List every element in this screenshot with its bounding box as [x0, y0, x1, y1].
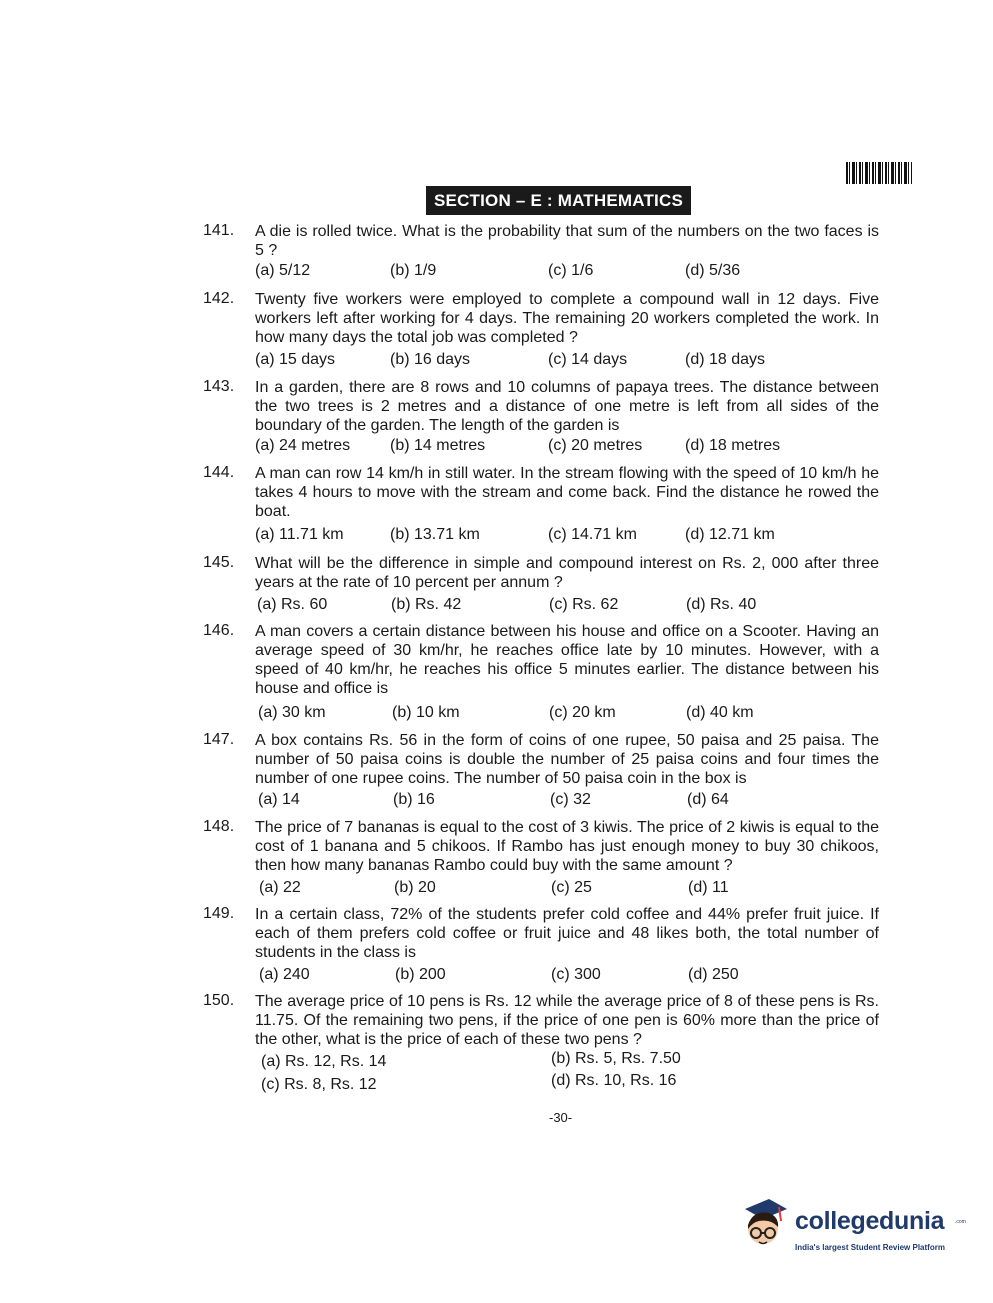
option-d: (d) 64	[687, 791, 729, 808]
option-b: (b) 10 km	[392, 704, 460, 721]
question-number: 142.	[203, 290, 235, 307]
option-b: (b) 20	[394, 879, 436, 896]
option-b: (b) Rs. 42	[391, 596, 462, 613]
section-title: SECTION – E : MATHEMATICS	[426, 186, 691, 215]
option-d: (d) 250	[688, 966, 739, 983]
question-number: 143.	[203, 378, 235, 395]
option-a: (a) 22	[259, 879, 301, 896]
option-d: (d) 18 metres	[685, 437, 781, 454]
option-d: (d) 40 km	[686, 704, 754, 721]
option-b: (b) Rs. 5, Rs. 7.50	[551, 1050, 681, 1067]
option-b: (b) 1/9	[390, 262, 437, 279]
option-d: (d) Rs. 40	[686, 596, 757, 613]
question-number: 147.	[203, 731, 235, 748]
question-number: 144.	[203, 464, 235, 481]
logo-domain: .com	[955, 1219, 966, 1225]
option-a: (a) 5/12	[255, 262, 311, 279]
question-text: A die is rolled twice. What is the probability that sum of the numbers on the two faces is 5 ?	[255, 223, 879, 259]
option-a: (a) 30 km	[258, 704, 326, 721]
option-a: (a) 240	[259, 966, 310, 983]
question-text: The average price of 10 pens is Rs. 12 while the average price of 8 of these pens is Rs. 11.75. Of the remaining two pens, if the price of one pen is 60% more than the price of the other, what is the price of each of these two pens ?	[255, 993, 879, 1048]
option-c: (c) 1/6	[548, 262, 594, 279]
option-b: (b) 200	[395, 966, 446, 983]
option-c: (c) 20 km	[549, 704, 616, 721]
question-number: 145.	[203, 554, 235, 571]
question-text: A man covers a certain distance between his house and office on a Scooter. Having an average speed of 30 km/hr, he reaches office late by 10 minutes. However, with a speed of 40 km/hr, he reaches his office 5 minutes earlier. The distance between his house and office is	[255, 623, 879, 697]
option-a: (a) 24 metres	[255, 437, 351, 454]
option-a: (a) 15 days	[255, 351, 336, 368]
option-a: (a) 11.71 km	[255, 526, 344, 543]
logo-tagline: India's largest Student Review Platform	[795, 1243, 945, 1252]
question-text: A man can row 14 km/h in still water. In the stream flowing with the speed of 10 km/h he takes 4 hours to move with the stream and come back. Find the distance he rowed the boat.	[255, 465, 879, 520]
option-c: (c) Rs. 8, Rs. 12	[261, 1076, 377, 1093]
option-b: (b) 16 days	[390, 351, 471, 368]
option-c: (c) 14.71 km	[548, 526, 637, 543]
option-b: (b) 13.71 km	[390, 526, 480, 543]
question-text: What will be the difference in simple and compound interest on Rs. 2, 000 after three years at the rate of 10 percent per annum ?	[255, 555, 879, 591]
mascot-icon	[735, 1195, 793, 1255]
option-b: (b) 16	[393, 791, 435, 808]
option-c: (c) 300	[551, 966, 601, 983]
option-c: (c) Rs. 62	[549, 596, 619, 613]
question-text: In a certain class, 72% of the students prefer cold coffee and 44% prefer fruit juice. If each of them prefers cold coffee or fruit juice and 48 likes both, the total number of students in the class is	[255, 906, 879, 961]
option-c: (c) 25	[551, 879, 592, 896]
option-d: (d) 11	[688, 879, 729, 896]
option-b: (b) 14 metres	[390, 437, 486, 454]
question-number: 141.	[203, 222, 235, 239]
collegedunia-logo	[735, 1195, 965, 1265]
question-number: 149.	[203, 905, 235, 922]
question-number: 146.	[203, 622, 235, 639]
option-c: (c) 32	[550, 791, 591, 808]
question-text: The price of 7 bananas is equal to the cost of 3 kiwis. The price of 2 kiwis is equal to the cost of 1 banana and 5 chikoos. If Rambo has just enough money to buy 30 chikoos, then how many bananas Rambo could buy with the same amount ?	[255, 819, 879, 874]
option-d: (d) 12.71 km	[685, 526, 775, 543]
question-number: 148.	[203, 818, 235, 835]
option-a: (a) 14	[258, 791, 300, 808]
option-c: (c) 20 metres	[548, 437, 643, 454]
barcode	[846, 162, 912, 184]
option-a: (a) Rs. 12, Rs. 14	[261, 1053, 387, 1070]
question-text: Twenty five workers were employed to complete a compound wall in 12 days. Five workers left after working for 4 days. The remaining 20 workers completed the work. In how many days the total job was completed ?	[255, 291, 879, 346]
option-d: (d) 18 days	[685, 351, 766, 368]
question-text: A box contains Rs. 56 in the form of coins of one rupee, 50 paisa and 25 paisa. The number of 50 paisa coins is double the number of 25 paisa coins and four times the number of one rupee coins. The number of 50 paisa coin in the box is	[255, 732, 879, 787]
option-d: (d) 5/36	[685, 262, 741, 279]
question-number: 150.	[203, 992, 235, 1009]
option-c: (c) 14 days	[548, 351, 628, 368]
question-text: In a garden, there are 8 rows and 10 columns of papaya trees. The distance between the two trees is 2 metres and a distance of one metre is left from all sides of the boundary of the garden. The length of the garden is	[255, 379, 879, 434]
page-number: -30-	[549, 1110, 573, 1125]
option-a: (a) Rs. 60	[257, 596, 328, 613]
logo-name: collegedunia	[795, 1207, 945, 1235]
option-d: (d) Rs. 10, Rs. 16	[551, 1072, 677, 1089]
